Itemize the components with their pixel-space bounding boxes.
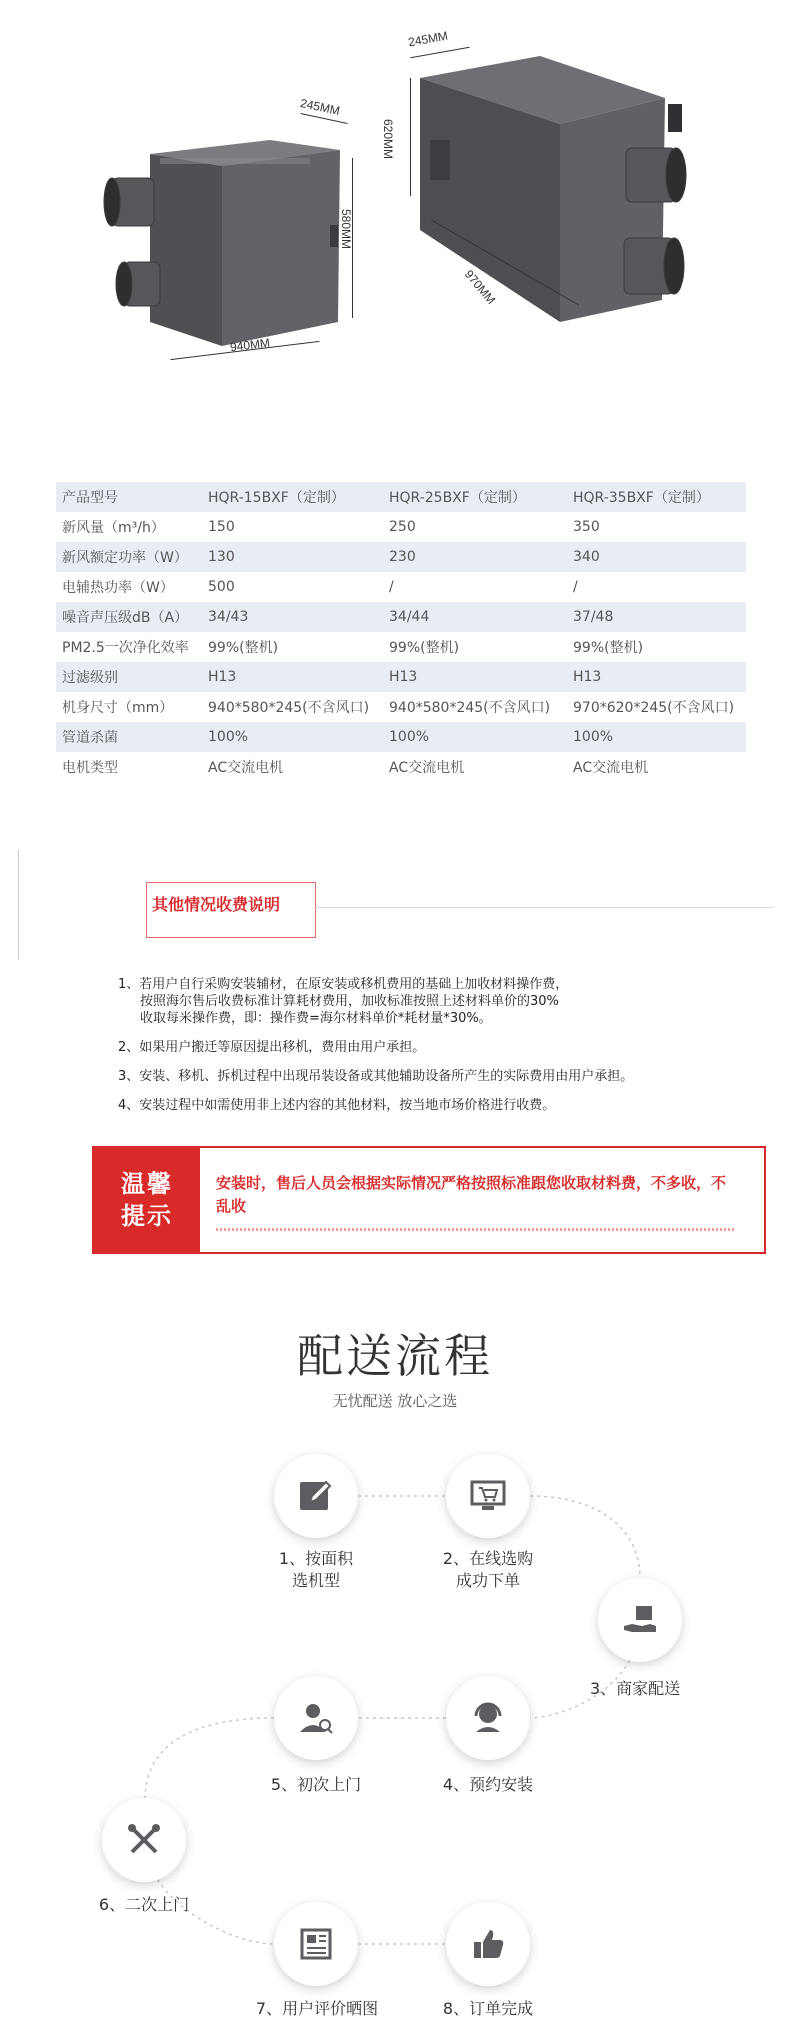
delivery-title: 配送流程 <box>297 1329 493 1383</box>
step-4-label: 4、预约安装 <box>442 1775 534 1794</box>
warm-tip-label: 温馨 提示 <box>94 1148 200 1252</box>
step-7-label: 7、用户评价晒图 <box>255 1999 379 2018</box>
step-8-circle <box>446 1902 530 1986</box>
delivery-subtitle: 无忧配送 放心之选 <box>332 1392 458 1410</box>
table-row: 产品型号 HQR-15BXF（定制） HQR-25BXF（定制） HQR-35BXF（定制） <box>56 482 746 512</box>
table-row: 新风量（m³/h） 150 250 350 <box>56 512 746 542</box>
step-2-circle <box>446 1454 530 1538</box>
newspaper-icon <box>296 1924 336 1964</box>
step-5-circle <box>274 1676 358 1760</box>
step-7-circle <box>274 1902 358 1986</box>
thumbs-up-icon <box>468 1924 508 1964</box>
left-height-label: 580MM <box>339 208 354 250</box>
table-row: 噪音声压级dB（A） 34/43 34/44 37/48 <box>56 602 746 632</box>
step-1-circle <box>274 1454 358 1538</box>
warm-tip-text: 安装时，售后人员会根据实际情况严格按照标准跟您收取材料费，不多收，不乱收 <box>216 1174 727 1215</box>
step-3-circle <box>598 1578 682 1662</box>
table-row: 机身尺寸（mm） 940*580*245(不含风口) 940*580*245(不含风口) 970*620*245(不含风口) <box>56 692 746 722</box>
table-row: 过滤级别 H13 H13 H13 <box>56 662 746 692</box>
step-8-label: 8、订单完成 <box>442 1999 534 2018</box>
note-3: 3、安装、移机、拆机过程中出现吊装设备或其他辅助设备所产生的实际费用由用户承担。 <box>118 1069 634 1084</box>
step-6-label: 6、二次上门 <box>98 1895 190 1914</box>
left-length-label: 940MM <box>229 335 271 355</box>
left-depth-label: 245MM <box>298 95 342 119</box>
section-title: 其他情况收费说明 <box>152 895 281 914</box>
user-search-icon <box>296 1698 336 1738</box>
step-1-label: 1、按面积 选机型 <box>278 1549 354 1590</box>
edit-icon <box>296 1476 336 1516</box>
right-depth-label: 245MM <box>407 28 449 50</box>
note-4: 4、安装过程中如需使用非上述内容的其他材料，按当地市场价格进行收费。 <box>118 1098 556 1113</box>
table-row: PM2.5一次净化效率 99%(整机) 99%(整机) 99%(整机) <box>56 632 746 662</box>
step-6-circle <box>102 1798 186 1882</box>
step-4-circle <box>446 1676 530 1760</box>
step-2-label: 2、在线选购 成功下单 <box>442 1549 534 1590</box>
right-length-label: 970MM <box>461 267 499 307</box>
note-1-line-1: 1、若用户自行采购安装辅材，在原安装或移机费用的基础上加收材料操作费， <box>118 977 569 992</box>
note-2: 2、如果用户搬迁等原因提出移机，费用由用户承担。 <box>118 1040 426 1055</box>
tools-icon <box>124 1820 164 1860</box>
step-3-label: 3、商家配送 <box>590 1679 681 1698</box>
table-row: 管道杀菌 100% 100% 100% <box>56 722 746 752</box>
right-height-label: 620MM <box>381 118 396 160</box>
note-1-line-2: 按照海尔售后收费标准计算耗材费用，加收标准按照上述材料单价的30% <box>140 994 559 1009</box>
table-row: 新风额定功率（W） 130 230 340 <box>56 542 746 572</box>
step-5-label: 5、初次上门 <box>270 1775 362 1794</box>
note-1-line-3: 收取每米操作费，即：操作费=海尔材料单价*耗材量*30%。 <box>140 1011 492 1026</box>
headset-icon <box>468 1698 508 1738</box>
delivery-hand-icon <box>620 1600 660 1640</box>
table-row: 电辅热功率（W） 500 / / <box>56 572 746 602</box>
cart-monitor-icon <box>468 1476 508 1516</box>
table-row: 电机类型 AC交流电机 AC交流电机 AC交流电机 <box>56 752 746 782</box>
